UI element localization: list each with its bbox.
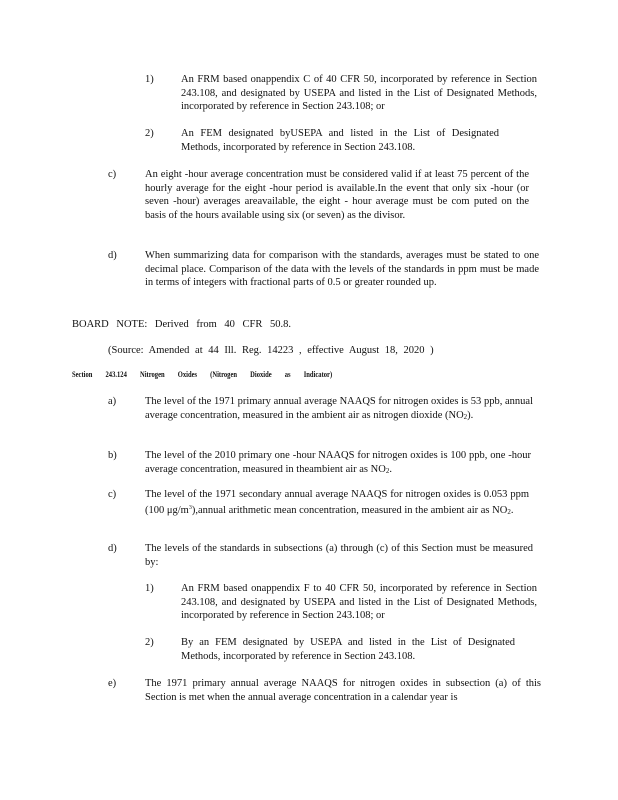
subsection-e-label: e) xyxy=(108,678,117,689)
subsection-b-text xyxy=(145,449,531,478)
subsection-d-text: When summarizing data for comparison with the standards, averages must be stated to one decimal place. Comparison of the data with the levels of the standards in ppm must be made in terms of integers with fractional parts of 0.5 or greater rounded up. xyxy=(145,250,539,289)
section-heading: Section 243.124 Nitrogen Oxides (Nitrogen Dioxide as Indicator) xyxy=(72,370,333,379)
item-d2-label: 2) xyxy=(145,637,154,648)
board-note: BOARD NOTE: Derived from 40 CFR 50.8. xyxy=(72,319,291,330)
subsection-c2-body: The level of the 1971 secondary annual average NAAQS for nitrogen oxides is 0.053 ppm (100 μg/m xyxy=(145,489,529,516)
subsection-a-label: a) xyxy=(108,396,117,407)
subsection-c2-body-2: ),annual arithmetic mean concentration, measured in the ambient air as NO xyxy=(191,504,508,516)
subsection-b-label: b) xyxy=(108,450,117,461)
subsection-c2-text xyxy=(145,488,529,519)
item-1-text: An FRM based onappendix C of 40 CFR 50, incorporated by reference in Section 243.108, and designated by USEPA and listed in the List of Designated Methods, incorporated by reference in Section 243.108; or xyxy=(181,74,537,113)
subsection-b-body: The level of the 2010 primary one -hour NAAQS for nitrogen oxides is 100 ppb, one -hour average concentration, measured in theambient air as NO xyxy=(145,450,531,475)
item-2-text: An FEM designated byUSEPA and listed in the List of Designated Methods, incorporated by reference in Section 243.108. xyxy=(181,128,499,153)
subsection-b-end: . xyxy=(389,463,392,475)
subsection-b-subscript: 2 xyxy=(385,466,390,475)
subsection-d-label: d) xyxy=(108,250,117,261)
subsection-c2-label: c) xyxy=(108,489,117,500)
subsection-e-text: The 1971 primary annual average NAAQS for nitrogen oxides in subsection (a) of this Section is met when the annual average concentration in a calendar year is xyxy=(145,678,541,703)
subsection-c2-subscript: 2 xyxy=(507,507,511,516)
item-2-label: 2) xyxy=(145,128,154,139)
item-d1-label: 1) xyxy=(145,583,154,594)
subsection-a-end: ). xyxy=(467,409,474,421)
item-1-label: 1) xyxy=(145,74,154,85)
subsection-c2-end: . xyxy=(510,504,514,516)
item-d2-text: By an FEM designated by USEPA and listed in the List of Designated Methods, incorporated by reference in Section 243.108. xyxy=(181,637,515,662)
subsection-a-text xyxy=(145,395,533,424)
subsection-c2-superscript: 3 xyxy=(188,504,192,511)
source-note: (Source: Amended at 44 Ill. Reg. 14223 , effective August 18, 2020 ) xyxy=(108,345,434,356)
subsection-d2-label: d) xyxy=(108,543,117,554)
subsection-a-body: The level of the 1971 primary annual average NAAQS for nitrogen oxides is 53 ppb, annual average concentration, measured in the ambient air as nitrogen dioxide (NO xyxy=(145,396,533,421)
item-d1-text: An FRM based onappendix F to 40 CFR 50, incorporated by reference in Section 243.108, and designated by USEPA and listed in the List of Designated Methods, incorporated by reference in Section 243.108; or xyxy=(181,583,537,622)
subsection-d2-text: The levels of the standards in subsections (a) through (c) of this Section must be measured by: xyxy=(145,543,533,568)
subsection-c-label: c) xyxy=(108,169,117,180)
subsection-a-subscript: 2 xyxy=(463,412,468,421)
subsection-c-text: An eight -hour average concentration must be considered valid if at least 75 percent of the hourly average for the eight -hour period is available.In the event that only six -hour (or seven -hour) averages areavailable, the eight - hour average must be com puted on the basis of the hours available using six (or seven) as the divisor. xyxy=(145,169,529,221)
